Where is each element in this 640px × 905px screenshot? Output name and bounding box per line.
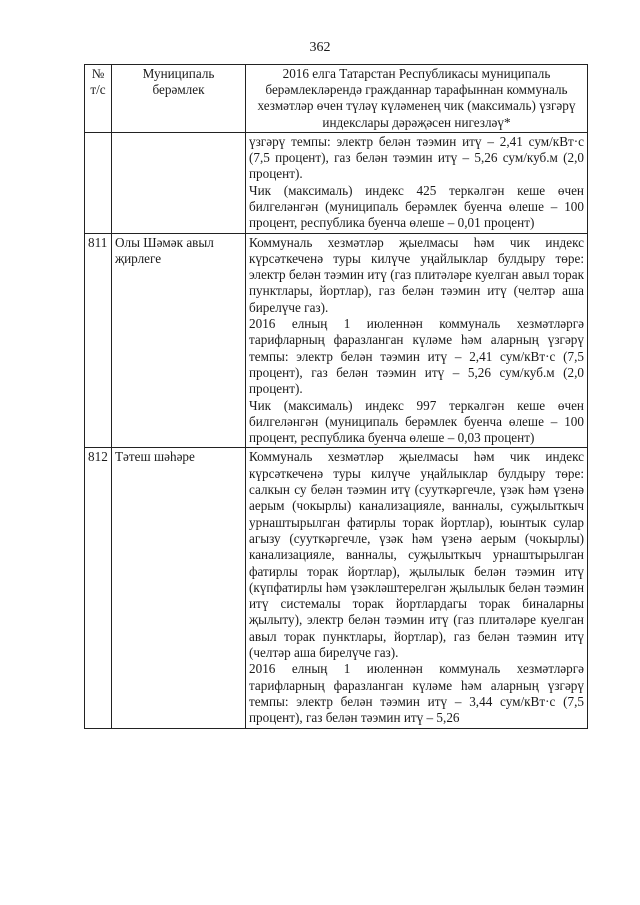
paragraph: 2016 елның 1 июленнән коммуналь хезмәтләргә тарифларның фаразланган күләме һәм аларның үзгәрү темпы: электр белән тәэмин итү – 2,41 сум/кВт·с (7,5 процент), газ белән тәэмин итү – 5,26 сум/куб.м (2,0 процент). bbox=[249, 316, 584, 397]
row-number: 811 bbox=[85, 233, 112, 448]
paragraph: Коммуналь хезмәтләр җыелмасы һәм чик индекс күрсәткеченә туры килүче уңайлыклар булдыру төре: электр белән тәэмин итү (газ плитәләре куелган авыл торак пунктлары, йортлар), газ белән тәэмин итү (челтәр аша бирелүче газ). bbox=[249, 234, 584, 315]
page-number: 362 bbox=[309, 40, 331, 55]
row-number bbox=[85, 132, 112, 233]
row-municipality: Олы Шәмәк авыл җирлеге bbox=[112, 233, 246, 448]
table-row bbox=[85, 132, 588, 233]
row-description bbox=[246, 233, 588, 448]
header-number: № т/с bbox=[85, 65, 112, 133]
paragraph: Коммуналь хезмәтләр җыелмасы һәм чик индекс күрсәткеченә туры килүче уңайлыклар булдыру төре: салкын су белән тәэмин итү (сууткәргечле, үзәк һәм үзенә аерым (чокырлы) канализацияле, ванналы, суҗылыткыч урнаштырылган фатирлы торак йортлар), юынтык сулар агызу (сууткәргечле, үзәк һәм үзенә аерым (чокырлы) канализацияле, ванналы, суҗылыткыч урнаштырылган фатирлы торак йортлар), җылылык белән тәэмин итү (күпфатирлы һәм үзәкләштерелгән җылылык белән тәэмин итү системалы торак йортлардагы торак биналарны җылыту), электр белән тәэмин итү (газ плитәләре куелган авыл торак пунктлары, йортлар), газ белән тәэмин итү (челтәр аша бирелүче газ). bbox=[249, 449, 584, 661]
paragraph: үзгәрү темпы: электр белән тәэмин итү – 2,41 сум/кВт·с (7,5 процент), газ белән тәэмин итү – 5,26 сум/куб.м (2,0 процент). bbox=[249, 133, 584, 182]
header-description: 2016 елга Татарстан Республикасы муниципаль берәмлекләрендә гражданнар тарафыннан коммуналь хезмәтләр өчен түләү күләменең чик (максималь) үзгәрү индекслары дәрәҗәсен нигезләү* bbox=[246, 65, 588, 133]
header-municipality: Муниципаль берәмлек bbox=[112, 65, 246, 133]
row-description bbox=[246, 448, 588, 728]
paragraph: Чик (максималь) индекс 425 теркәлгән кеше өчен билгеләнгән (муниципаль берәмлек буенча өлеше – 100 процент, республика буенча өлеше – 0,01 процент) bbox=[249, 182, 584, 231]
row-description bbox=[246, 132, 588, 233]
paragraph: 2016 елның 1 июленнән коммуналь хезмәтләргә тарифларның фаразланган күләме һәм аларның үзгәрү темпы: электр белән тәэмин итү – 3,44 сум/кВт·с (7,5 процент), газ белән тәэмин итү – 5,26 bbox=[249, 661, 584, 726]
table-header-row bbox=[85, 65, 588, 133]
row-number: 812 bbox=[85, 448, 112, 728]
row-municipality bbox=[112, 132, 246, 233]
table-row bbox=[85, 448, 588, 728]
tariff-table bbox=[84, 64, 588, 729]
row-municipality: Тәтеш шәһәре bbox=[112, 448, 246, 728]
paragraph: Чик (максималь) индекс 997 теркәлгән кеше өчен билгеләнгән (муниципаль берәмлек буенча өлеше – 100 процент, республика буенча өлеше – 0,03 процент) bbox=[249, 397, 584, 446]
table-row bbox=[85, 233, 588, 448]
